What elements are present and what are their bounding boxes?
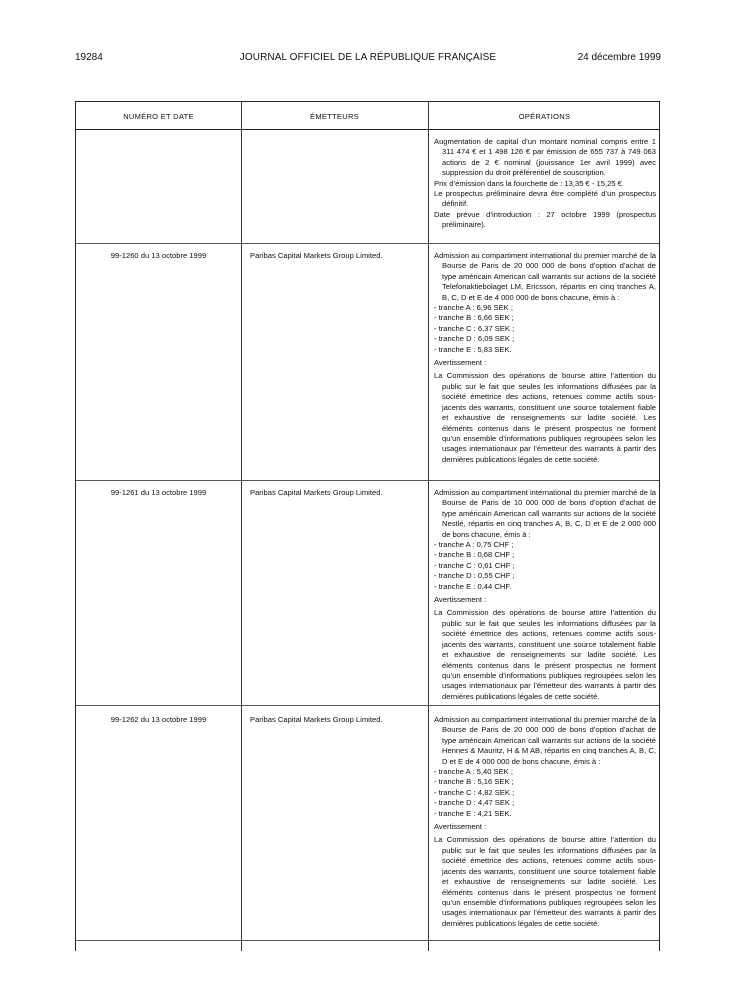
operation-intro: Admission au compartiment international du premier marché de la Bourse de Paris de 10 000 000 de bons d’option d’achat de type américain American call warrants sur actions de la société Nestlé, répartis en cinq tranches A, B, C, D et E de 2 000 000 de bons chacune, émis à :	[434, 488, 656, 539]
continuation-line: Le prospectus préliminaire devra être complété d’un prospectus définitif.	[434, 189, 656, 209]
column-header-issuers: ÉMETTEURS	[310, 112, 359, 121]
tranche-item: - tranche B : 5,16 SEK ;	[434, 777, 514, 787]
page-number: 19284	[75, 52, 103, 63]
row-separator	[76, 940, 659, 941]
warning-title: Avertissement :	[434, 595, 487, 605]
row-number-date: 99-1260 du 13 octobre 1999	[110, 251, 207, 260]
continuation-line: Prix d’émission dans la fourchette de : 13,35 € - 15,25 €.	[434, 178, 624, 188]
tranche-item: - tranche B : 6,66 SEK ;	[434, 313, 514, 323]
row-separator	[76, 243, 659, 244]
row-number-date: 99-1262 du 13 octobre 1999	[110, 715, 207, 724]
column-divider	[241, 102, 242, 951]
column-divider	[428, 102, 429, 951]
table-header-row	[76, 102, 659, 130]
warning-text: La Commission des opérations de bourse attire l’attention du public sur le fait que seules les informations diffusées par la société émettrice des actions, retenues comme actifs sous-jacents des warrants, constituent une source totalement fiable et exhaustive de renseignements sur ladite société. Les éléments contenus dans le présent prospectus ne forment qu’un ensemble d’informations publiques regroupées selon les usages internationaux par l’émetteur des warrants à partir des dernières publications légales de cette société.	[434, 608, 656, 701]
tranche-item: - tranche D : 6,09 SEK ;	[434, 334, 515, 344]
tranche-item: - tranche C : 6,37 SEK ;	[434, 323, 515, 333]
tranche-item: - tranche E : 5,83 SEK.	[434, 344, 512, 354]
column-header-operations: OPÉRATIONS	[518, 112, 571, 121]
tranche-item: - tranche D : 4,47 SEK ;	[434, 798, 515, 808]
continuation-line: Date prévue d’introduction : 27 octobre 1999 (prospectus préliminaire).	[434, 209, 656, 230]
row-operations	[434, 488, 656, 702]
warning-text: La Commission des opérations de bourse attire l’attention du public sur le fait que seules les informations diffusées par la société émettrice des actions, retenues comme actifs sous-jacents des warrants, constituent une source totalement fiable et exhaustive de renseignements sur ladite société. Les éléments contenus dans le présent prospectus ne forment qu’un ensemble d’informations publiques regroupées selon les usages internationaux par l’émetteur des warrants à partir des dernières publications légales de cette société.	[434, 835, 656, 928]
journal-title: JOURNAL OFFICIEL DE LA RÉPUBLIQUE FRANÇAISE	[239, 52, 497, 63]
tranche-item: - tranche E : 4,21 SEK.	[434, 808, 512, 818]
warning-text: La Commission des opérations de bourse attire l’attention du public sur le fait que seules les informations diffusées par la société émettrice des actions, retenues comme actifs sous-jacents des warrants, constituent une source totalement fiable et exhaustive de renseignements sur ladite société. Les éléments contenus dans le présent prospectus ne forment qu’un ensemble d’informations publiques regroupées selon les usages internationaux par l’émetteur des warrants à partir des dernières publications légales de cette société.	[434, 371, 656, 464]
row-number-date: 99-1261 du 13 octobre 1999	[110, 488, 207, 497]
tranche-item: - tranche C : 0,61 CHF ;	[434, 560, 515, 570]
column-header-number-date: NUMÉRO ET DATE	[123, 112, 194, 121]
tranche-item: - tranche D : 0,55 CHF ;	[434, 571, 515, 581]
tranche-item: - tranche A : 0,75 CHF ;	[434, 540, 514, 550]
page-header	[75, 52, 661, 68]
row-issuer: Paribas Capital Markets Group Limited.	[250, 488, 383, 497]
tranche-item: - tranche C : 4,82 SEK ;	[434, 787, 515, 797]
tranche-item: - tranche A : 6,96 SEK ;	[434, 303, 513, 313]
row-issuer: Paribas Capital Markets Group Limited.	[250, 251, 383, 260]
continuation-line: Augmentation de capital d’un montant nominal compris entre 1 311 474 € et 1 498 126 € par émission de 655 737 à 749 063 actions de 2 € nominal (jouissance 1er avril 1999) avec suppression du droit préférentiel de souscription.	[434, 137, 656, 178]
warning-title: Avertissement :	[434, 822, 487, 832]
operations-table	[75, 101, 660, 951]
tranche-item: - tranche E : 0,44 CHF.	[434, 581, 512, 591]
row-operations	[434, 251, 656, 465]
tranche-item: - tranche B : 0,68 CHF ;	[434, 550, 515, 560]
row-issuer: Paribas Capital Markets Group Limited.	[250, 715, 383, 724]
operation-intro: Admission au compartiment international du premier marché de la Bourse de Paris de 20 000 000 de bons d’option d’achat de type américain American call warrants sur actions de la société Telefonaktiebolaget LM, Ericsson, répartis en cinq tranches A, B, C, D et E de 4 000 000 de bons chacune, émis à :	[434, 251, 656, 302]
tranche-item: - tranche A : 5,40 SEK ;	[434, 767, 513, 777]
row-operations	[434, 715, 656, 929]
continuation-operations	[434, 137, 656, 231]
operation-intro: Admission au compartiment international du premier marché de la Bourse de Paris de 20 000 000 de bons d’option d’achat de type américain American call warrants sur actions de la société Hennes & Mauritz, H & M AB, répartis en cinq tranches A, B, C, D et E de 4 000 000 de bons chacune, émis à :	[434, 715, 656, 766]
warning-title: Avertissement :	[434, 358, 487, 368]
issue-date: 24 décembre 1999	[577, 52, 661, 63]
row-separator	[76, 480, 659, 481]
row-separator	[76, 705, 659, 706]
